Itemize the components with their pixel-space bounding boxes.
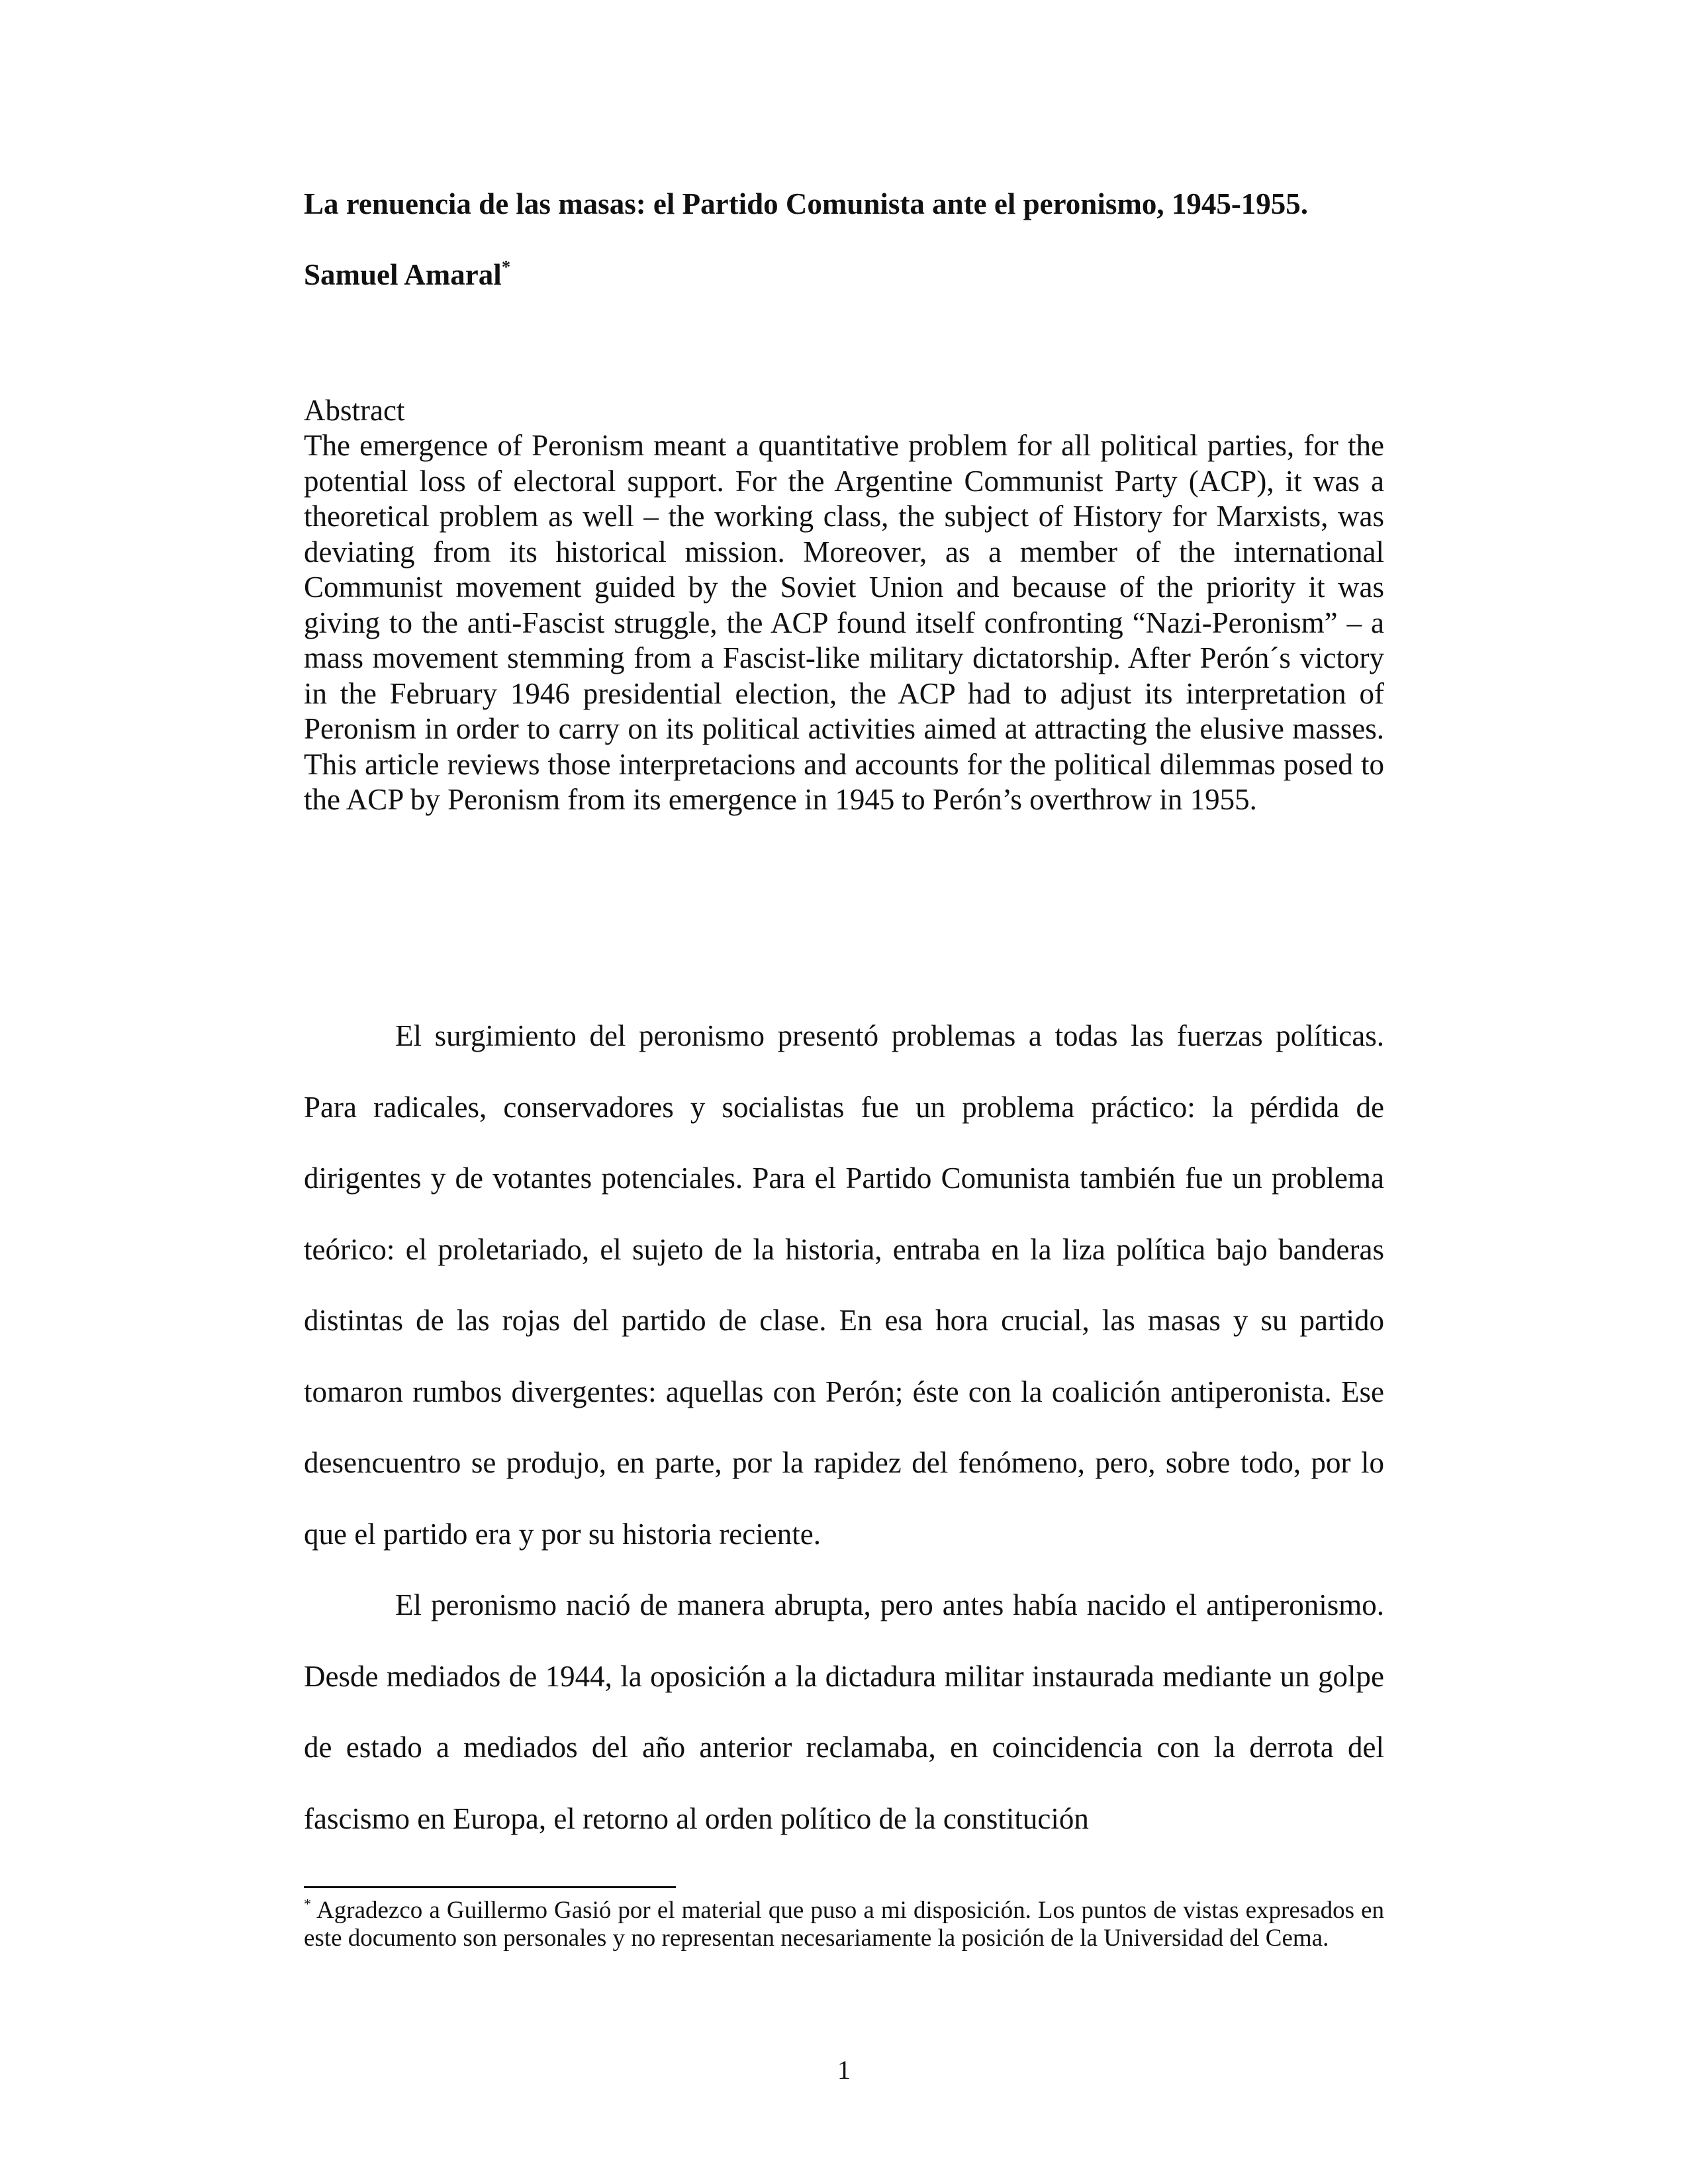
author-line (304, 255, 510, 295)
body-text (304, 1001, 1384, 1854)
body-paragraph-2: El peronismo nació de manera abrupta, pero antes había nacido el antiperonismo. Desde mediados de 1944, la oposición a la dictadura militar instaurada mediante un golpe de estado a mediados del año anterior reclamaba, en coincidencia con la derrota del fascismo en Europa, el retorno al orden político de la constitución (304, 1588, 1384, 1835)
footnote-divider (304, 1886, 676, 1888)
footnote-marker: * (304, 1895, 311, 1912)
footnote-text: Agradezco a Guillermo Gasió por el material que puso a mi disposición. Los puntos de vistas expresados en este documento son personales y no representan necesariamente la posición de la Universidad del Cema. (304, 1897, 1384, 1952)
author-footnote-marker: * (501, 257, 511, 277)
author-name: Samuel Amaral (304, 258, 502, 291)
footnote (304, 1897, 1384, 1952)
article-title: La renuencia de las masas: el Partido Comunista ante el peronismo, 1945-1955. (304, 187, 1309, 220)
page-number: 1 (837, 2055, 851, 2085)
abstract-text: The emergence of Peronism meant a quantitative problem for all political parties, for the potential loss of electoral support. For the Argentine Communist Party (ACP), it was a theoretical problem as well – the working class, the subject of History for Marxists, was deviating from its historical mission. Moreover, as a member of the international Communist movement guided by the Soviet Union and because of the priority it was giving to the anti-Fascist struggle, the ACP found itself confronting “Nazi-Peronism” – a mass movement stemming from a Fascist-like military dictatorship. After Perón´s victory in the February 1946 presidential election, the ACP had to adjust its interpretation of Peronism in order to carry on its political activities aimed at attracting the elusive masses. This article reviews those interpretacions and accounts for the political dilemmas posed to the ACP by Peronism from its emergence in 1945 to Perón’s overthrow in 1955. (304, 429, 1384, 816)
abstract-heading: Abstract (304, 394, 405, 427)
body-paragraph-1: El surgimiento del peronismo presentó problemas a todas las fuerzas políticas. Para radicales, conservadores y socialistas fue un problema práctico: la pérdida de dirigentes y de votantes potenciales. Para el Partido Comunista también fue un problema teórico: el proletariado, el sujeto de la historia, entraba en la liza política bajo banderas distintas de las rojas del partido de clase. En esa hora crucial, las masas y su partido tomaron rumbos divergentes: aquellas con Perón; éste con la coalición antiperonista. Ese desencuentro se produjo, en parte, por la rapidez del fenómeno, pero, sobre todo, por lo que el partido era y por su historia reciente. (304, 1019, 1384, 1551)
